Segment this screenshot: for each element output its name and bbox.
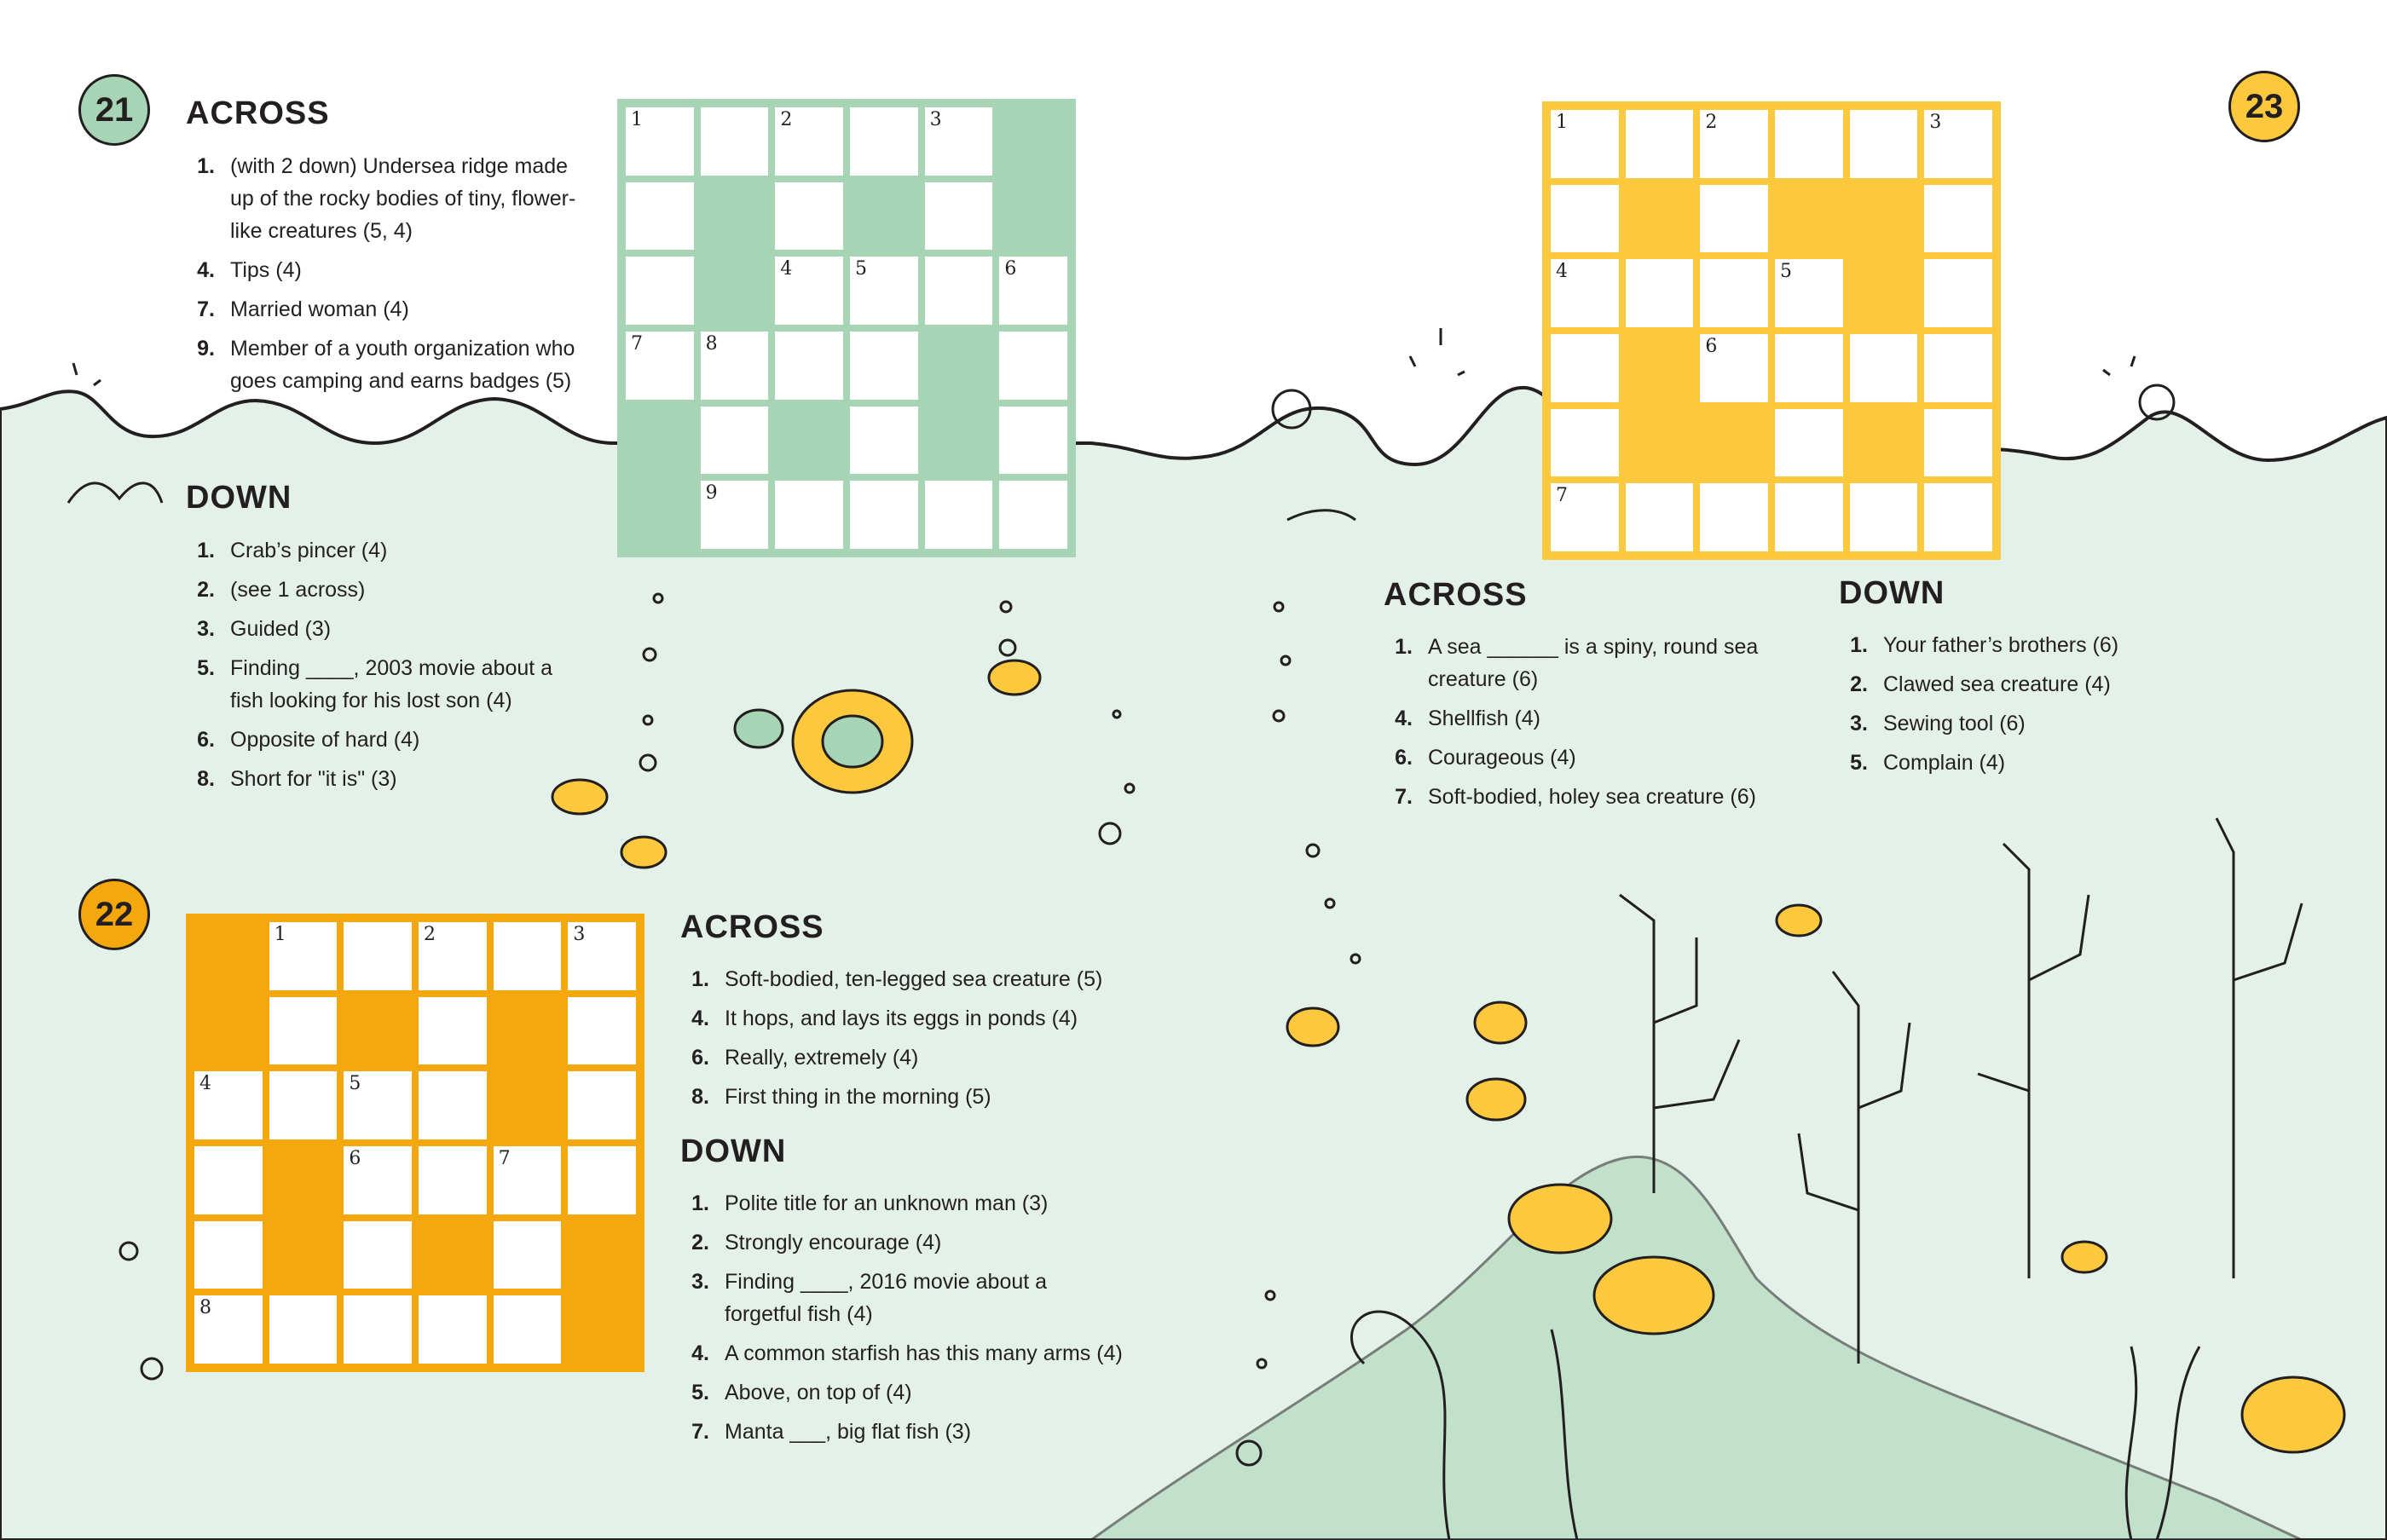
puzzle-23-across-heading: ACROSS <box>1384 577 1528 613</box>
clue-text: A sea ______ is a spiny, round sea creature (6) <box>1428 635 1759 691</box>
crossword-cell[interactable] <box>1924 110 1992 178</box>
crossword-cell[interactable] <box>850 332 918 400</box>
clue-text: Finding ____, 2003 movie about a fish looking for his lost son (4) <box>230 656 553 712</box>
clue-number: 1. <box>691 1191 709 1215</box>
clue-text: Opposite of hard (4) <box>230 728 420 752</box>
clue-number: 7. <box>691 1420 709 1444</box>
cell-number: 1 <box>1556 112 1568 133</box>
crossword-cell[interactable] <box>1924 483 1992 551</box>
crossword-cell[interactable] <box>1775 334 1843 402</box>
cell-number: 7 <box>498 1148 511 1169</box>
clue-number: 9. <box>197 337 215 360</box>
clue-number: 1. <box>197 154 215 178</box>
clue-number: 1. <box>1395 635 1413 659</box>
crossword-cell[interactable] <box>1775 409 1843 477</box>
crossword-cell[interactable] <box>850 257 918 325</box>
cell-number: 4 <box>199 1073 211 1095</box>
clue-number: 6. <box>1395 746 1413 770</box>
crossword-cell[interactable] <box>269 922 338 990</box>
clue-item <box>680 1337 1124 1370</box>
crossword-cell[interactable] <box>419 997 487 1065</box>
puzzle-23-down-clues <box>1839 629 2180 786</box>
crossword-cell[interactable] <box>775 332 843 400</box>
crossword-cell[interactable] <box>1551 185 1619 253</box>
puzzle-21-across-clues <box>186 150 578 404</box>
puzzle-23-down-heading: DOWN <box>1839 575 1945 611</box>
clue-text: Soft-bodied, ten-legged sea creature (5) <box>725 967 1103 991</box>
clue-text: Complain (4) <box>1883 751 2006 775</box>
clue-text: Finding ____, 2016 movie about a forgetful fish (4) <box>725 1270 1048 1326</box>
crossword-cell[interactable] <box>701 332 769 400</box>
clue-number: 3. <box>197 617 215 641</box>
crossword-cell[interactable] <box>344 1146 412 1214</box>
clue-item <box>186 332 578 397</box>
crossword-cell[interactable] <box>999 257 1067 325</box>
crossword-cell[interactable] <box>1626 110 1694 178</box>
crossword-cell[interactable] <box>775 182 843 251</box>
crossword-cell[interactable] <box>344 1071 412 1139</box>
clue-text: Married woman (4) <box>230 297 409 321</box>
crossword-cell[interactable] <box>1924 409 1992 477</box>
puzzle-21-down-clues <box>186 534 561 802</box>
crossword-cell[interactable] <box>194 1146 263 1214</box>
clue-item <box>186 534 561 567</box>
cell-number: 1 <box>274 924 286 945</box>
clue-number: 2. <box>1850 672 1868 696</box>
puzzle-22-crossword-grid <box>186 914 644 1372</box>
clue-number: 2. <box>691 1231 709 1254</box>
cell-number: 8 <box>705 333 718 355</box>
crossword-cell[interactable] <box>568 997 636 1065</box>
clue-item <box>186 763 561 795</box>
crossword-cell[interactable] <box>494 1295 562 1364</box>
clue-item <box>1384 631 1784 695</box>
clue-number: 5. <box>691 1381 709 1404</box>
crossword-cell[interactable] <box>419 922 487 990</box>
crossword-cell[interactable] <box>850 107 918 176</box>
puzzle-22-across-clues <box>680 963 1158 1120</box>
cell-number: 2 <box>1705 112 1718 133</box>
crossword-cell[interactable] <box>344 1295 412 1364</box>
clue-text: Courageous (4) <box>1428 746 1576 770</box>
crossword-cell[interactable] <box>626 332 694 400</box>
cell-number: 1 <box>631 109 643 130</box>
clue-item <box>680 1416 1124 1448</box>
cell-number: 6 <box>349 1148 361 1169</box>
clue-number: 3. <box>691 1270 709 1294</box>
crossword-cell[interactable] <box>1924 185 1992 253</box>
crossword-cell[interactable] <box>1700 259 1768 327</box>
crossword-cell[interactable] <box>850 407 918 475</box>
puzzle-21-crossword-grid <box>617 99 1076 557</box>
clue-text: Sewing tool (6) <box>1883 712 2026 735</box>
clue-number: 6. <box>197 728 215 752</box>
crossword-cell[interactable] <box>1775 483 1843 551</box>
clue-item <box>1384 741 1784 774</box>
clue-number: 1. <box>691 967 709 991</box>
crossword-cell[interactable] <box>1551 483 1619 551</box>
clue-text: Clawed sea creature (4) <box>1883 672 2111 696</box>
crossword-cell[interactable] <box>568 1146 636 1214</box>
clue-item <box>680 1002 1158 1035</box>
crossword-cell[interactable] <box>344 1221 412 1289</box>
crossword-cell[interactable] <box>925 481 993 549</box>
crossword-cell[interactable] <box>269 1071 338 1139</box>
crossword-cell[interactable] <box>194 1295 263 1364</box>
clue-item <box>680 1226 1124 1259</box>
clue-number: 6. <box>691 1046 709 1070</box>
crossword-cell[interactable] <box>194 1221 263 1289</box>
clue-number: 8. <box>691 1085 709 1109</box>
clue-number: 8. <box>197 767 215 791</box>
clue-text: Your father’s brothers (6) <box>1883 633 2119 657</box>
crossword-cell[interactable] <box>194 1071 263 1139</box>
clue-number: 4. <box>197 258 215 282</box>
clue-text: Guided (3) <box>230 617 332 641</box>
clue-number: 7. <box>197 297 215 321</box>
crossword-cell[interactable] <box>1924 334 1992 402</box>
clue-text: Member of a youth organization who goes camping and earns badges (5) <box>230 337 575 393</box>
crossword-cell[interactable] <box>775 481 843 549</box>
crossword-cell[interactable] <box>701 481 769 549</box>
crossword-cell[interactable] <box>999 407 1067 475</box>
crossword-cell[interactable] <box>701 107 769 176</box>
cell-number: 4 <box>1556 261 1568 283</box>
crossword-cell[interactable] <box>1775 110 1843 178</box>
puzzle-22-number-badge: 22 <box>78 879 150 950</box>
clue-item <box>1384 702 1784 735</box>
crossword-cell[interactable] <box>494 922 562 990</box>
clue-number: 1. <box>1850 633 1868 657</box>
puzzle-21-down-heading: DOWN <box>186 480 292 516</box>
crossword-cell[interactable] <box>1626 259 1694 327</box>
clue-number: 5. <box>197 656 215 680</box>
crossword-cell[interactable] <box>775 257 843 325</box>
puzzle-23-number-badge: 23 <box>2228 71 2300 142</box>
crossword-cell[interactable] <box>626 182 694 251</box>
puzzle-22-across-heading: ACROSS <box>680 909 824 945</box>
crossword-cell[interactable] <box>1850 110 1918 178</box>
clue-item <box>186 293 578 326</box>
crossword-cell[interactable] <box>925 107 993 176</box>
crossword-cell[interactable] <box>1551 409 1619 477</box>
clue-number: 2. <box>197 578 215 602</box>
puzzle-22-down-clues <box>680 1187 1124 1455</box>
crossword-cell[interactable] <box>626 257 694 325</box>
cell-number: 6 <box>1705 336 1718 357</box>
clue-text: It hops, and lays its eggs in ponds (4) <box>725 1006 1078 1030</box>
crossword-cell[interactable] <box>1700 185 1768 253</box>
clue-item <box>680 1266 1124 1330</box>
clue-text: Tips (4) <box>230 258 302 282</box>
cell-number: 4 <box>780 258 793 280</box>
clue-item <box>186 652 561 717</box>
crossword-cell[interactable] <box>1551 334 1619 402</box>
cell-number: 3 <box>929 109 942 130</box>
clue-text: Short for "it is" (3) <box>230 767 397 791</box>
crossword-cell[interactable] <box>419 1146 487 1214</box>
clue-text: Crab’s pincer (4) <box>230 539 388 562</box>
puzzle-22-down-heading: DOWN <box>680 1133 787 1169</box>
clue-item <box>680 1081 1158 1113</box>
crossword-cell[interactable] <box>494 1221 562 1289</box>
cell-number: 8 <box>199 1297 211 1319</box>
crossword-cell[interactable] <box>626 107 694 176</box>
clue-number: 1. <box>197 539 215 562</box>
crossword-cell[interactable] <box>925 182 993 251</box>
cell-number: 3 <box>573 924 586 945</box>
cell-number: 5 <box>855 258 867 280</box>
crossword-cell[interactable] <box>1850 334 1918 402</box>
clue-item <box>1839 629 2180 661</box>
clue-item <box>680 1376 1124 1409</box>
crossword-cell[interactable] <box>1775 259 1843 327</box>
crossword-cell[interactable] <box>1924 259 1992 327</box>
clue-item <box>680 1041 1158 1074</box>
cell-number: 3 <box>1929 112 1942 133</box>
clue-item <box>680 963 1158 995</box>
clue-text: First thing in the morning (5) <box>725 1085 991 1109</box>
crossword-cell[interactable] <box>344 922 412 990</box>
clue-text: Polite title for an unknown man (3) <box>725 1191 1049 1215</box>
crossword-cell[interactable] <box>701 407 769 475</box>
clue-item <box>1384 781 1784 813</box>
crossword-cell[interactable] <box>1700 110 1768 178</box>
cell-number: 2 <box>424 924 436 945</box>
cell-number: 7 <box>631 333 643 355</box>
crossword-cell[interactable] <box>269 1295 338 1364</box>
clue-number: 3. <box>1850 712 1868 735</box>
crossword-cell[interactable] <box>568 1071 636 1139</box>
clue-text: (with 2 down) Undersea ridge made up of the rocky bodies of tiny, flower-like creatures (5, 4) <box>230 154 576 243</box>
clue-text: Soft-bodied, holey sea creature (6) <box>1428 785 1756 809</box>
clue-item <box>186 724 561 756</box>
crossword-cell[interactable] <box>1551 259 1619 327</box>
cell-number: 2 <box>780 109 793 130</box>
clue-number: 4. <box>691 1006 709 1030</box>
crossword-cell[interactable] <box>1626 483 1694 551</box>
puzzle-23-crossword-grid <box>1542 101 2001 560</box>
clue-item <box>186 150 578 247</box>
clue-text: Above, on top of (4) <box>725 1381 912 1404</box>
clue-number: 4. <box>1395 707 1413 730</box>
clue-number: 7. <box>1395 785 1413 809</box>
crossword-cell[interactable] <box>850 481 918 549</box>
clue-item <box>680 1187 1124 1220</box>
crossword-cell[interactable] <box>925 257 993 325</box>
clue-text: Manta ___, big flat fish (3) <box>725 1420 972 1444</box>
clue-item <box>186 613 561 645</box>
crossword-cell[interactable] <box>568 922 636 990</box>
clue-text: Strongly encourage (4) <box>725 1231 942 1254</box>
clue-text: Shellfish (4) <box>1428 707 1540 730</box>
clue-text: Really, extremely (4) <box>725 1046 919 1070</box>
crossword-cell[interactable] <box>419 1295 487 1364</box>
puzzle-21-across-heading: ACROSS <box>186 95 330 131</box>
crossword-cell[interactable] <box>269 997 338 1065</box>
clue-item <box>186 574 561 606</box>
cell-number: 5 <box>349 1073 361 1095</box>
cell-number: 9 <box>705 482 718 505</box>
puzzle-23-across-clues <box>1384 631 1784 820</box>
crossword-cell[interactable] <box>494 1146 562 1214</box>
crossword-cell[interactable] <box>1551 110 1619 178</box>
clue-text: (see 1 across) <box>230 578 366 602</box>
crossword-cell[interactable] <box>999 332 1067 400</box>
clue-item <box>1839 668 2180 701</box>
clue-item <box>1839 707 2180 740</box>
clue-number: 4. <box>691 1341 709 1365</box>
cell-number: 5 <box>1780 261 1792 283</box>
crossword-cell[interactable] <box>1700 483 1768 551</box>
crossword-cell[interactable] <box>775 107 843 176</box>
clue-text: A common starfish has this many arms (4) <box>725 1341 1123 1365</box>
clue-number: 5. <box>1850 751 1868 775</box>
clue-item <box>1839 747 2180 779</box>
crossword-cell[interactable] <box>419 1071 487 1139</box>
crossword-cell[interactable] <box>1850 483 1918 551</box>
crossword-cell[interactable] <box>1700 334 1768 402</box>
puzzle-21-number-badge: 21 <box>78 74 150 146</box>
cell-number: 7 <box>1556 485 1568 507</box>
clue-item <box>186 254 578 286</box>
cell-number: 6 <box>1004 258 1017 280</box>
crossword-cell[interactable] <box>999 481 1067 549</box>
